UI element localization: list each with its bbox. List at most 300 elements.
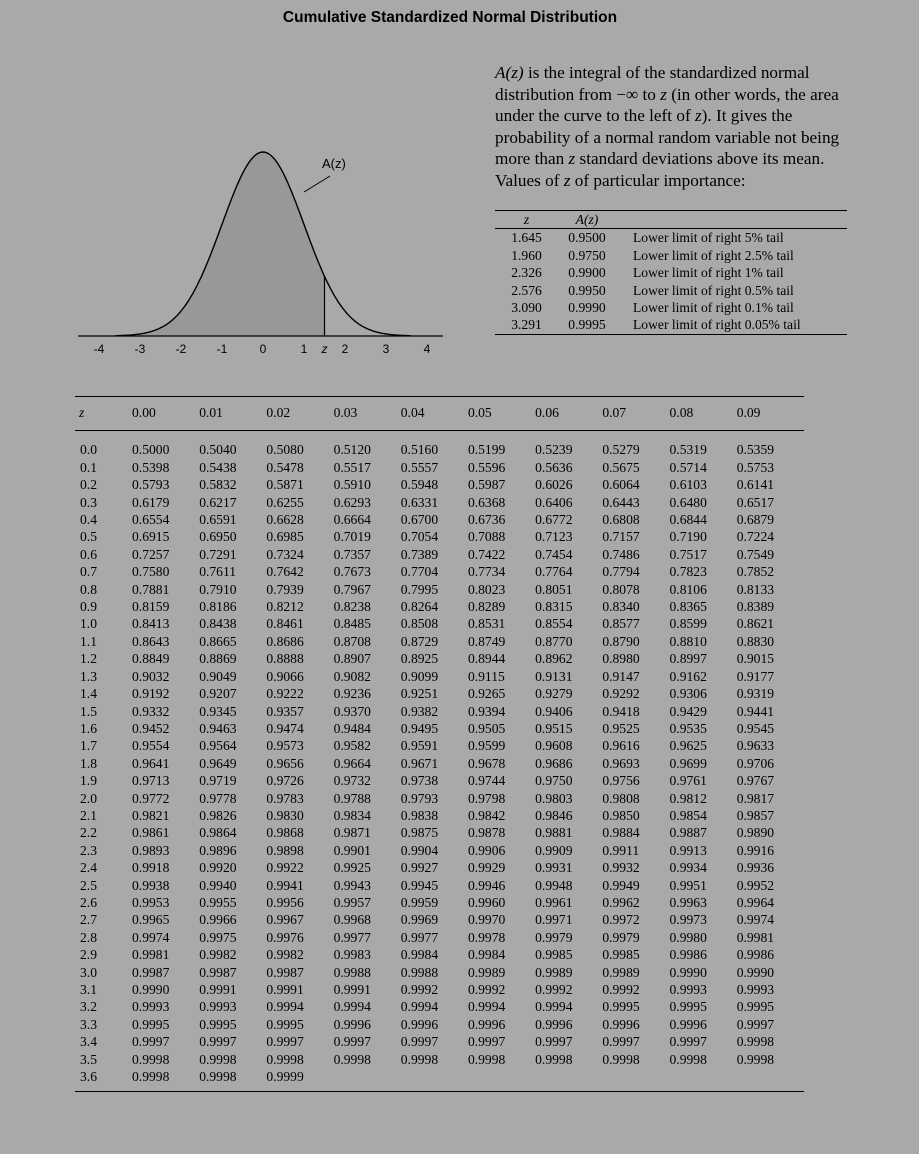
description: A(z) is the integral of the standardized normal distribution from −∞ to z (in other words, the area under the curve to the left of z). It gives the probability of a normal random variable not being more than z standard deviations above its mean. Values of z of particular importance: (495, 63, 840, 190)
table-cell: 0.9951 (669, 877, 707, 893)
table-cell: 0.9995 (669, 999, 707, 1015)
table-cell: 0.9993 (669, 982, 707, 997)
table-cell: 0.9994 (333, 999, 371, 1015)
table-cell: 0.9998 (266, 1051, 304, 1067)
table-cell: 0.5636 (535, 459, 573, 475)
table-row (75, 946, 804, 963)
table-cell: 0.9495 (400, 720, 439, 736)
table-cell: 0.8238 (333, 599, 371, 615)
table-cell: 0.5793 (132, 477, 170, 493)
table-cell: 0.9463 (199, 720, 237, 736)
table-cell: 0.7486 (602, 546, 640, 562)
table-cell: 0.9983 (333, 947, 371, 963)
table-cell: 0.9484 (333, 720, 371, 736)
table-row (75, 877, 804, 894)
table-cell: 0.9177 (736, 668, 775, 684)
table-cell: 0.5319 (669, 442, 707, 458)
row-z-value: 2.9 (80, 947, 97, 963)
table-cell: 0.9162 (669, 668, 707, 684)
row-z-value: 3.3 (80, 1016, 97, 1032)
table-cell: 0.7088 (467, 529, 506, 545)
table-row (75, 720, 804, 737)
table-row (75, 964, 804, 981)
table-cell: 0.9875 (400, 825, 439, 841)
table-cell: 0.8340 (602, 599, 640, 615)
table-cell: 0.9990 (669, 964, 707, 980)
normal-distribution-table (75, 396, 804, 1092)
table-cell: 0.8365 (669, 599, 707, 615)
table-cell: 0.9988 (333, 964, 371, 980)
table-cell: 0.9099 (400, 668, 439, 684)
table-cell: 0.9977 (400, 929, 439, 945)
table-cell: 0.9633 (736, 738, 775, 754)
important-row (495, 282, 847, 299)
table-cell: 0.5871 (266, 477, 304, 493)
table-cell: 0.9049 (199, 668, 237, 684)
table-cell: 0.9998 (199, 1051, 237, 1067)
table-cell: 0.9918 (132, 860, 170, 876)
table-cell: 0.5517 (333, 459, 371, 475)
table-cell: 0.7357 (333, 546, 371, 562)
table-row (75, 685, 804, 702)
table-row (75, 431, 804, 459)
table-cell: 0.5080 (266, 442, 304, 458)
table-cell: 0.9984 (467, 947, 506, 963)
table-cell: 0.6443 (602, 494, 640, 510)
table-cell: 0.9991 (266, 982, 304, 997)
table-cell: 0.9896 (199, 842, 237, 858)
table-cell: 0.9265 (467, 686, 506, 702)
table-cell: 0.9812 (669, 790, 707, 806)
table-row (75, 737, 804, 754)
row-z-value: 0.5 (80, 529, 97, 545)
table-cell: 0.9082 (333, 668, 371, 684)
table-cell: 0.7324 (266, 546, 304, 562)
table-cell: 0.9997 (266, 1034, 304, 1050)
table-cell: 0.9998 (736, 1051, 775, 1067)
table-cell: 0.8686 (266, 633, 304, 649)
table-cell: 0.8810 (669, 633, 707, 649)
row-z-value: 0.9 (80, 599, 97, 615)
table-cell: 0.9997 (535, 1034, 573, 1050)
table-cell: 0.9032 (132, 668, 170, 684)
table-row (75, 494, 804, 511)
row-z-value: 1.5 (80, 703, 97, 719)
table-cell: 0.6664 (333, 512, 371, 528)
table-cell: 0.6179 (132, 494, 170, 510)
table-cell: 0.9713 (132, 773, 170, 789)
table-cell: 0.9975 (199, 929, 237, 945)
row-z-value: 3.0 (80, 964, 97, 980)
table-cell: 0.9997 (199, 1034, 237, 1050)
table-cell: 0.9738 (400, 773, 439, 789)
table-cell (401, 1068, 468, 1092)
table-cell: 0.9984 (400, 947, 439, 963)
table-cell: 0.9406 (535, 703, 573, 719)
table-cell: 0.9936 (736, 860, 775, 876)
table-cell: 0.9664 (333, 755, 371, 771)
table-cell: 0.9772 (132, 790, 170, 806)
table-cell: 0.6700 (400, 512, 439, 528)
table-cell: 0.5438 (199, 459, 237, 475)
table-cell: 0.6517 (736, 494, 775, 510)
important-z-header: z (495, 211, 558, 229)
table-cell: 0.9996 (602, 1016, 640, 1032)
table-cell: 0.8962 (535, 651, 573, 667)
table-cell: 0.8389 (736, 599, 775, 615)
important-row (495, 229, 847, 247)
table-cell: 0.5398 (132, 459, 170, 475)
table-cell: 0.9920 (199, 860, 237, 876)
curve-label: A(z) (322, 156, 346, 171)
table-row (75, 894, 804, 911)
table-cell: 0.9998 (132, 1068, 199, 1092)
table-cell: 0.9649 (199, 755, 237, 771)
table-cell: 0.8413 (132, 616, 170, 632)
table-cell: 0.9251 (400, 686, 439, 702)
table-row (75, 929, 804, 946)
table-cell: 0.7995 (400, 581, 439, 597)
table-cell: 0.6736 (467, 512, 506, 528)
table-cell: 0.9998 (602, 1051, 640, 1067)
table-cell: 0.9945 (400, 877, 439, 893)
table-cell: 0.9625 (669, 738, 707, 754)
row-z-value: 2.4 (80, 860, 97, 876)
table-cell: 0.6406 (535, 494, 573, 510)
table-cell: 0.9345 (199, 703, 237, 719)
table-cell: 0.9993 (199, 999, 237, 1015)
table-cell: 0.5120 (333, 442, 371, 458)
table-cell: 0.6591 (199, 512, 237, 528)
table-cell: 0.7224 (736, 529, 775, 545)
table-cell: 0.9887 (669, 825, 707, 841)
table-cell: 0.7823 (669, 564, 707, 580)
axis-ticks (94, 342, 431, 356)
table-cell: 0.9979 (602, 929, 640, 945)
table-cell: 0.9357 (266, 703, 304, 719)
table-cell: 0.9992 (602, 982, 640, 997)
table-cell: 0.9783 (266, 790, 304, 806)
table-cell: 0.9686 (535, 755, 573, 771)
table-cell: 0.7257 (132, 546, 170, 562)
table-cell: 0.9382 (400, 703, 439, 719)
table-cell: 0.9582 (333, 738, 371, 754)
important-z-cell: 3.291 (495, 316, 558, 334)
table-cell: 0.9906 (467, 842, 506, 858)
table-cell: 0.5279 (602, 442, 640, 458)
table-cell: 0.9803 (535, 790, 573, 806)
table-cell: 0.7190 (669, 529, 707, 545)
important-a-cell: 0.9750 (568, 247, 606, 263)
axis-tick-label: 3 (382, 342, 390, 356)
table-cell: 0.9967 (266, 912, 304, 928)
row-z-value: 0.6 (80, 546, 97, 562)
table-cell: 0.9846 (535, 807, 573, 823)
table-cell: 0.9970 (467, 912, 506, 928)
table-cell: 0.7157 (602, 529, 640, 545)
table-row (75, 998, 804, 1015)
normal-curve-figure (78, 140, 458, 365)
table-cell: 0.7291 (199, 546, 237, 562)
table-cell: 0.8997 (669, 651, 707, 667)
table-cell: 0.9986 (669, 947, 707, 963)
table-cell: 0.9616 (602, 738, 640, 754)
table-row (75, 598, 804, 615)
row-z-value: 0.8 (80, 581, 97, 597)
table-cell: 0.9808 (602, 790, 640, 806)
table-cell: 0.9946 (467, 877, 506, 893)
table-cell: 0.7611 (199, 564, 237, 580)
important-d-cell: Lower limit of right 0.1% tail (633, 300, 794, 316)
table-row (75, 476, 804, 493)
table-cell: 0.9997 (400, 1034, 439, 1050)
table-cell: 0.7764 (535, 564, 573, 580)
row-z-value: 2.6 (80, 894, 97, 910)
axis-tick-label: 4 (423, 342, 431, 356)
table-cell: 0.5948 (400, 477, 439, 493)
table-cell: 0.9956 (266, 894, 304, 910)
table-cell: 0.8665 (199, 633, 237, 649)
table-cell: 0.6950 (199, 529, 237, 545)
column-header: 0.07 (602, 397, 669, 431)
table-cell: 0.6064 (602, 477, 640, 493)
table-cell: 0.9998 (199, 1068, 266, 1092)
table-row (75, 1016, 804, 1033)
table-cell: 0.7019 (333, 529, 371, 545)
row-z-value: 2.0 (80, 790, 97, 806)
table-cell: 0.5040 (199, 442, 237, 458)
table-cell: 0.9985 (535, 947, 573, 963)
table-cell: 0.8621 (736, 616, 775, 632)
table-cell: 0.9452 (132, 720, 170, 736)
table-cell: 0.9997 (467, 1034, 506, 1050)
table-cell: 0.9952 (736, 877, 775, 893)
table-cell: 0.9554 (132, 738, 170, 754)
table-cell: 0.9995 (132, 1016, 170, 1032)
table-cell: 0.9997 (669, 1034, 707, 1050)
row-z-value: 3.4 (80, 1034, 97, 1050)
column-header: 0.01 (199, 397, 266, 431)
table-cell: 0.9641 (132, 755, 170, 771)
row-z-value: 0.7 (80, 564, 97, 580)
table-cell: 0.7123 (535, 529, 573, 545)
table-cell (670, 1068, 737, 1092)
table-cell: 0.9474 (266, 720, 304, 736)
table-cell: 0.9931 (535, 860, 573, 876)
axis-tick-label: -3 (134, 342, 146, 356)
table-cell: 0.7704 (400, 564, 439, 580)
table-cell: 0.9976 (266, 929, 304, 945)
table-cell: 0.9960 (467, 894, 506, 910)
table-cell: 0.8186 (199, 599, 237, 615)
table-cell: 0.9693 (602, 755, 640, 771)
table-cell: 0.9943 (333, 877, 371, 893)
table-cell: 0.9292 (602, 686, 640, 702)
table-cell: 0.9979 (535, 929, 573, 945)
z-column-header: z (75, 397, 132, 431)
table-cell: 0.6480 (669, 494, 707, 510)
table-cell: 0.7967 (333, 581, 371, 597)
table-cell: 0.9997 (132, 1034, 170, 1050)
row-z-value: 3.2 (80, 999, 97, 1015)
table-cell: 0.6331 (400, 494, 439, 510)
table-cell: 0.9982 (199, 947, 237, 963)
table-cell: 0.8438 (199, 616, 237, 632)
row-z-value: 3.1 (80, 982, 97, 997)
column-header: 0.03 (334, 397, 401, 431)
table-cell: 0.6293 (333, 494, 371, 510)
table-cell (602, 1068, 669, 1092)
table-cell: 0.9750 (535, 773, 573, 789)
table-cell: 0.6844 (669, 512, 707, 528)
table-cell: 0.9998 (669, 1051, 707, 1067)
table-cell: 0.9965 (132, 912, 170, 928)
column-header: 0.04 (401, 397, 468, 431)
table-cell: 0.9998 (467, 1051, 506, 1067)
table-cell: 0.9973 (669, 912, 707, 928)
table-cell: 0.8790 (602, 633, 640, 649)
table-cell: 0.9898 (266, 842, 304, 858)
table-cell: 0.9793 (400, 790, 439, 806)
important-row (495, 264, 847, 281)
table-cell: 0.9989 (535, 964, 573, 980)
table-cell: 0.9966 (199, 912, 237, 928)
table-cell: 0.9996 (333, 1016, 371, 1032)
table-cell: 0.9564 (199, 738, 237, 754)
table-row (75, 563, 804, 580)
table-cell: 0.9656 (266, 755, 304, 771)
important-d-cell: Lower limit of right 1% tail (633, 265, 784, 281)
table-cell: 0.9991 (199, 982, 237, 997)
table-cell: 0.6772 (535, 512, 573, 528)
table-cell: 0.9878 (467, 825, 506, 841)
table-cell: 0.8051 (535, 581, 573, 597)
table-cell: 0.6915 (132, 529, 170, 545)
table-cell: 0.7794 (602, 564, 640, 580)
table-cell: 0.9969 (400, 912, 439, 928)
table-cell: 0.8531 (467, 616, 506, 632)
table-cell: 0.6368 (467, 494, 506, 510)
table-cell: 0.9992 (400, 982, 439, 997)
table-cell: 0.9949 (602, 877, 640, 893)
table-cell: 0.7054 (400, 529, 439, 545)
table-row (75, 755, 804, 772)
important-row (495, 247, 847, 264)
table-cell: 0.9998 (400, 1051, 439, 1067)
table-cell: 0.8315 (535, 599, 573, 615)
table-cell: 0.8888 (266, 651, 304, 667)
important-z-cell: 2.576 (511, 282, 542, 298)
table-cell: 0.5910 (333, 477, 371, 493)
table-cell: 0.9909 (535, 842, 573, 858)
table-cell: 0.9978 (467, 929, 506, 945)
table-cell: 0.9995 (602, 999, 640, 1015)
column-header: 0.05 (468, 397, 535, 431)
table-cell: 0.9115 (467, 668, 505, 684)
table-cell: 0.7454 (535, 546, 573, 562)
table-cell: 0.8869 (199, 651, 237, 667)
curve-label-pointer (304, 176, 330, 192)
table-cell: 0.9881 (535, 825, 573, 841)
table-cell: 0.9525 (602, 720, 640, 736)
table-cell: 0.9441 (736, 703, 775, 719)
table-cell: 0.9955 (199, 894, 237, 910)
row-z-value: 2.7 (80, 912, 97, 928)
table-cell: 0.9279 (535, 686, 573, 702)
table-cell: 0.9192 (132, 686, 170, 702)
row-z-value: 1.7 (80, 738, 97, 754)
table-cell: 0.9998 (535, 1051, 573, 1067)
table-cell: 0.9982 (266, 947, 304, 963)
table-cell: 0.9857 (736, 807, 775, 823)
row-z-value: 0.0 (80, 442, 97, 458)
table-cell: 0.5557 (400, 459, 439, 475)
table-cell: 0.8925 (400, 651, 439, 667)
row-z-value: 1.4 (80, 686, 97, 702)
row-z-value: 0.4 (80, 512, 97, 528)
table-cell: 0.5987 (467, 477, 506, 493)
table-cell: 0.8508 (400, 616, 439, 632)
important-a-header: A(z) (558, 211, 616, 229)
table-cell: 0.9990 (736, 964, 775, 980)
table-cell: 0.6217 (199, 494, 237, 510)
table-cell: 0.7580 (132, 564, 170, 580)
table-row (75, 615, 804, 632)
table-cell: 0.8289 (467, 599, 506, 615)
table-cell: 0.9994 (535, 999, 573, 1015)
row-z-value: 2.8 (80, 929, 97, 945)
important-d-cell: Lower limit of right 0.05% tail (616, 316, 847, 334)
row-z-value: 0.1 (80, 459, 97, 475)
important-d-cell: Lower limit of right 0.5% tail (633, 282, 794, 298)
row-z-value: 0.2 (80, 477, 97, 493)
table-row (75, 824, 804, 841)
table-cell: 0.8159 (132, 599, 170, 615)
table-cell: 0.9963 (669, 894, 707, 910)
table-cell: 0.8106 (669, 581, 707, 597)
table-cell: 0.9767 (736, 773, 775, 789)
table-cell: 0.5753 (736, 459, 775, 475)
table-cell: 0.9996 (669, 1016, 707, 1032)
table-cell (468, 1068, 535, 1092)
table-cell: 0.5675 (602, 459, 640, 475)
axis-tick-label: 1 (300, 342, 308, 356)
table-cell: 0.7549 (736, 546, 775, 562)
column-header: 0.06 (535, 397, 602, 431)
table-cell: 0.9744 (467, 773, 506, 789)
column-header: 0.00 (132, 397, 199, 431)
table-cell: 0.9015 (736, 651, 775, 667)
row-z-value: 1.8 (80, 755, 97, 771)
table-cell (535, 1068, 602, 1092)
table-cell: 0.5832 (199, 477, 237, 493)
table-cell: 0.9991 (333, 982, 371, 997)
table-cell: 0.8485 (333, 616, 371, 632)
important-a-cell: 0.9900 (568, 265, 606, 281)
table-cell: 0.9515 (535, 720, 573, 736)
table-cell: 0.8133 (736, 581, 775, 597)
axis-tick-label: 0 (259, 342, 267, 356)
table-row (75, 528, 804, 545)
row-z-value: 1.6 (80, 720, 97, 736)
table-cell: 0.7517 (669, 546, 707, 562)
table-cell: 0.9545 (736, 720, 775, 736)
table-cell: 0.9998 (333, 1051, 371, 1067)
table-cell: 0.8264 (400, 599, 439, 615)
table-cell: 0.6985 (266, 529, 304, 545)
table-cell: 0.9778 (199, 790, 237, 806)
table-cell: 0.9994 (467, 999, 506, 1015)
